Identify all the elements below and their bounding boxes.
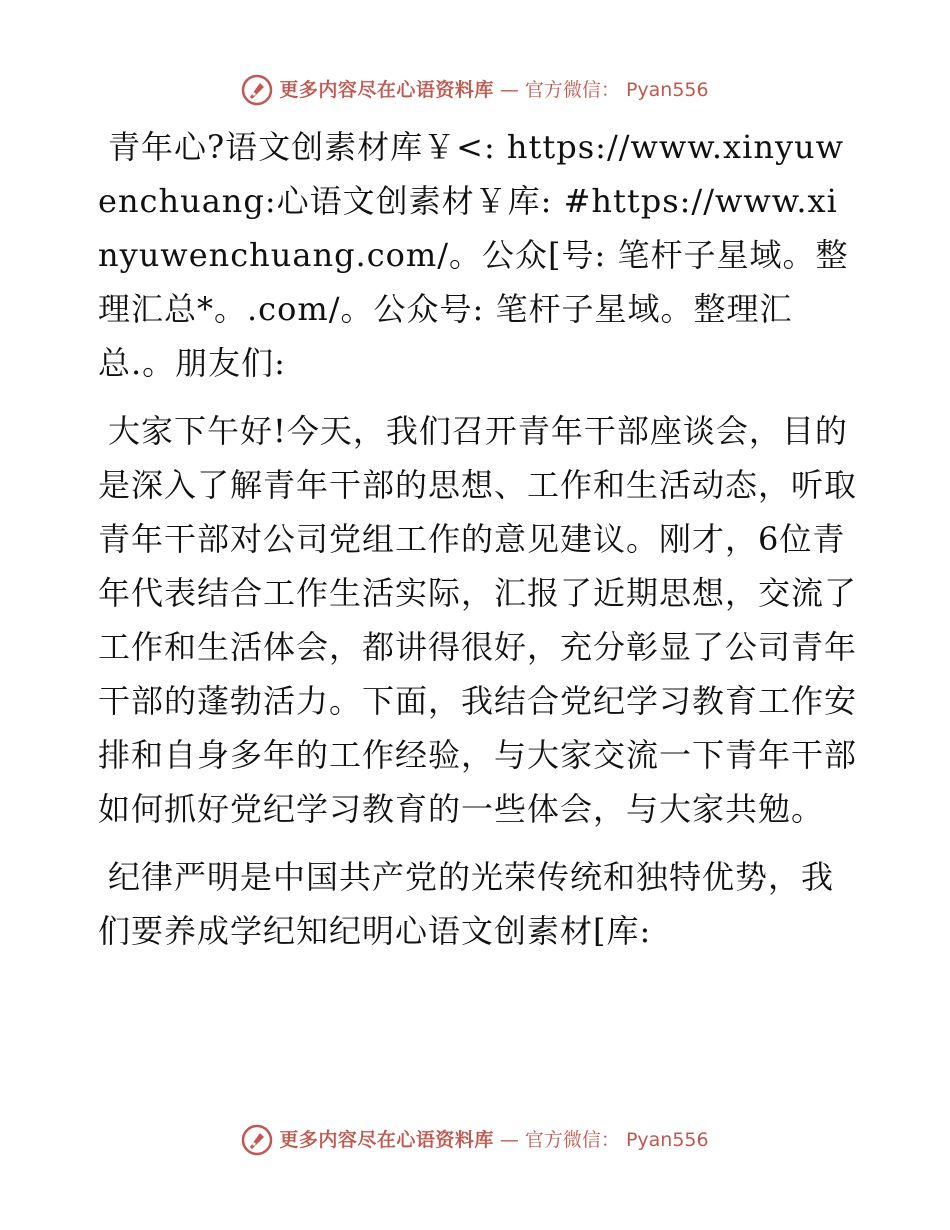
footer-official-label: 官方微信： xyxy=(524,1129,620,1151)
pen-nib-logo-icon xyxy=(241,1124,273,1156)
header-banner-dash: — xyxy=(499,79,519,101)
document-body xyxy=(98,120,858,958)
footer-banner-dash: — xyxy=(499,1129,519,1151)
footer-banner-text: 更多内容尽在心语资料库 xyxy=(279,1129,494,1151)
paragraph-greeting: 大家下午好!今天，我们召开青年干部座谈会，目的是深入了解青年干部的思想、工作和生活动态，听取青年干部对公司党组工作的意见建议。刚才，6位青年代表结合工作生活实际，汇报了近期思想，交流了工作和生活体会，都讲得很好，充分彰显了公司青年干部的蓬勃活力。下面，我结合党纪学习教育工作安排和自身多年的工作经验，与大家交流一下青年干部如何抓好党纪学习教育的一些体会，与大家共勉。 xyxy=(98,412,858,828)
pen-nib-logo-icon xyxy=(241,74,273,106)
footer-banner xyxy=(0,1124,950,1156)
paragraph-discipline: 纪律严明是中国共产党的光荣传统和独特优势，我们要养成学纪知纪明心语文创素材[库: xyxy=(98,858,835,950)
header-wechat-id: Pyan556 xyxy=(625,79,709,101)
header-official-label: 官方微信： xyxy=(524,79,620,101)
footer-wechat-id: Pyan556 xyxy=(625,1129,709,1151)
header-banner-text: 更多内容尽在心语资料库 xyxy=(279,79,494,101)
header-banner xyxy=(0,74,950,106)
paragraph-intro: 青年心?语文创素材库￥<: https://www.xinyuwenchuang:心语文创素材￥库: #https://www.xinyuwenchuang.com/。公众[号: 笔杆子星域。整理汇总*。.com/。公众号: 笔杆子星域。整理汇总.。朋友们: xyxy=(98,128,849,382)
